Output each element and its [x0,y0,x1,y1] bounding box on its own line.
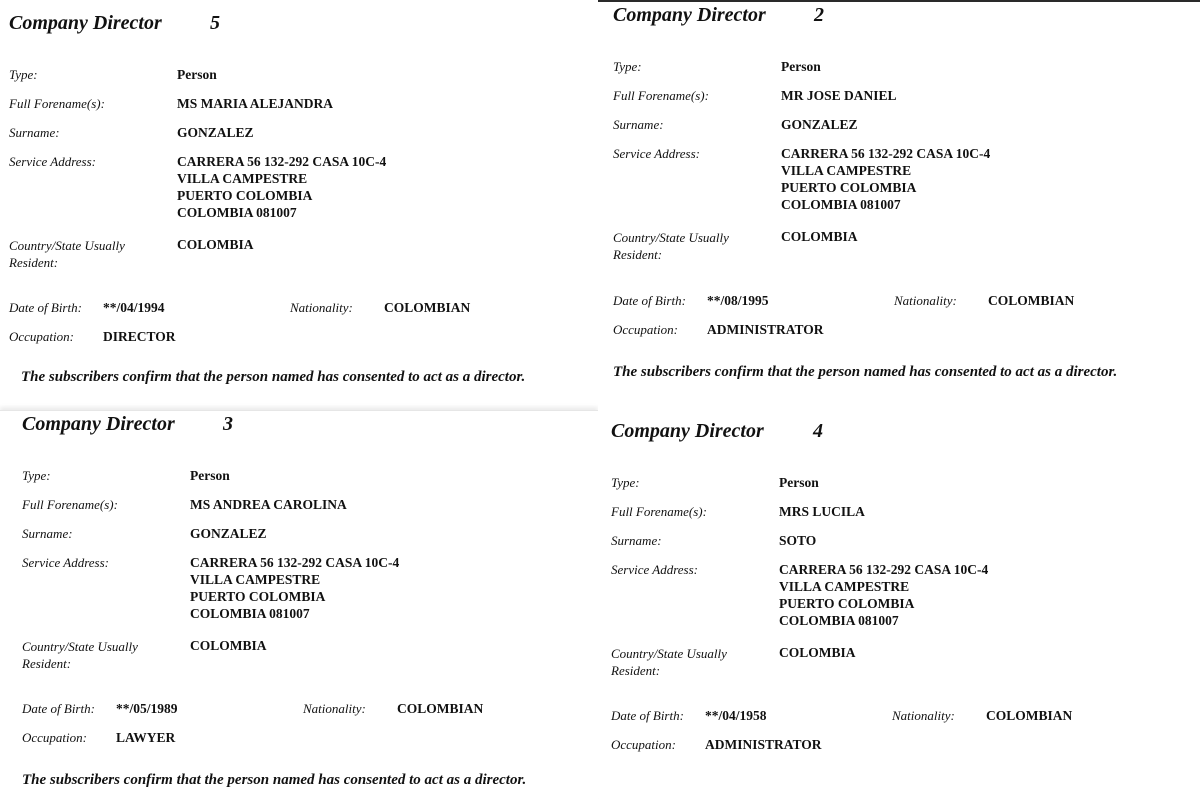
occupation-value: DIRECTOR [103,329,176,344]
forenames-value: MS MARIA ALEJANDRA [177,96,334,111]
director-number: 3 [223,413,233,435]
forenames-label: Full Forename(s): [22,497,118,512]
consent-statement: The subscribers confirm that the person named has consented to act as a director. [21,369,526,385]
type-label: Type: [9,67,38,82]
address-line: VILLA CAMPESTRE [190,572,321,587]
dob-value: **/04/1958 [705,708,767,723]
dob-value: **/04/1994 [103,300,165,315]
dob-label: Date of Birth: [611,708,684,723]
country-value: COLOMBIA [779,645,856,660]
type-value: Person [177,67,217,82]
service-address-label: Service Address: [22,555,110,570]
nationality-value: COLOMBIAN [397,701,484,716]
address-line: PUERTO COLOMBIA [190,589,326,604]
address-line: COLOMBIA 081007 [781,197,901,212]
address-line: PUERTO COLOMBIA [177,188,313,203]
nationality-value: COLOMBIAN [988,293,1075,308]
director-heading: Company Director [9,12,162,34]
service-address-label: Service Address: [613,146,701,161]
service-address-label: Service Address: [611,562,699,577]
director-panel-4 [598,400,1200,798]
forenames-label: Full Forename(s): [613,88,709,103]
address-line: VILLA CAMPESTRE [781,163,912,178]
dob-label: Date of Birth: [613,293,686,308]
nationality-value: COLOMBIAN [384,300,471,315]
address-line: CARRERA 56 132-292 CASA 10C-4 [190,555,400,570]
service-address-value [779,561,988,629]
occupation-label: Occupation: [22,730,87,745]
forenames-label: Full Forename(s): [9,96,105,111]
director-heading: Company Director [613,4,766,26]
country-value: COLOMBIA [177,237,254,252]
dob-label: Date of Birth: [22,701,95,716]
forenames-value: MS ANDREA CAROLINA [190,497,347,512]
surname-label: Surname: [613,117,664,132]
nationality-label: Nationality: [892,708,955,723]
country-label [611,645,727,679]
director-number: 5 [210,12,220,34]
service-address-label: Service Address: [9,154,97,169]
country-label [22,638,138,672]
country-label-line: Resident: [613,247,663,262]
country-label-line: Resident: [9,255,59,270]
director-heading: Company Director [22,413,175,435]
occupation-value: ADMINISTRATOR [707,322,824,337]
country-label [9,237,125,271]
address-line: VILLA CAMPESTRE [779,579,910,594]
country-label-line: Resident: [22,656,72,671]
address-line: CARRERA 56 132-292 CASA 10C-4 [177,154,387,169]
surname-value: SOTO [779,533,817,548]
address-line: COLOMBIA 081007 [190,606,310,621]
forenames-label: Full Forename(s): [611,504,707,519]
country-label-line: Country/State Usually [22,639,138,654]
nationality-value: COLOMBIAN [986,708,1073,723]
director-panel-2 [598,0,1200,400]
consent-statement: The subscribers confirm that the person named has consented to act as a director. [613,364,1118,380]
country-label [613,229,729,263]
occupation-value: ADMINISTRATOR [705,737,822,752]
type-value: Person [779,475,819,490]
director-heading: Company Director [611,420,764,442]
service-address-value [190,554,399,622]
address-line: VILLA CAMPESTRE [177,171,308,186]
surname-value: GONZALEZ [190,526,267,541]
forenames-value: MR JOSE DANIEL [781,88,897,103]
director-number: 2 [814,4,824,26]
country-label-line: Country/State Usually [613,230,729,245]
surname-label: Surname: [9,125,60,140]
occupation-value: LAWYER [116,730,176,745]
nationality-label: Nationality: [303,701,366,716]
address-line: COLOMBIA 081007 [779,613,899,628]
forenames-value: MRS LUCILA [779,504,865,519]
address-line: PUERTO COLOMBIA [779,596,915,611]
address-line: CARRERA 56 132-292 CASA 10C-4 [781,146,991,161]
country-value: COLOMBIA [190,638,267,653]
type-label: Type: [613,59,642,74]
nationality-label: Nationality: [290,300,353,315]
surname-label: Surname: [611,533,662,548]
nationality-label: Nationality: [894,293,957,308]
dob-value: **/05/1989 [116,701,178,716]
country-label-line: Country/State Usually [611,646,727,661]
director-panel-3 [0,410,598,799]
address-line: PUERTO COLOMBIA [781,180,917,195]
surname-label: Surname: [22,526,73,541]
consent-statement: The subscribers confirm that the person named has consented to act as a director. [22,772,527,788]
service-address-value [177,153,386,221]
country-value: COLOMBIA [781,229,858,244]
type-label: Type: [611,475,640,490]
service-address-value [781,145,990,213]
occupation-label: Occupation: [9,329,74,344]
director-number: 4 [813,420,823,442]
surname-value: GONZALEZ [177,125,254,140]
occupation-label: Occupation: [613,322,678,337]
dob-label: Date of Birth: [9,300,82,315]
country-label-line: Resident: [611,663,661,678]
type-label: Type: [22,468,51,483]
address-line: CARRERA 56 132-292 CASA 10C-4 [779,562,989,577]
type-value: Person [781,59,821,74]
country-label-line: Country/State Usually [9,238,125,253]
surname-value: GONZALEZ [781,117,858,132]
occupation-label: Occupation: [611,737,676,752]
address-line: COLOMBIA 081007 [177,205,297,220]
dob-value: **/08/1995 [707,293,769,308]
type-value: Person [190,468,230,483]
director-panel-5 [0,0,598,410]
